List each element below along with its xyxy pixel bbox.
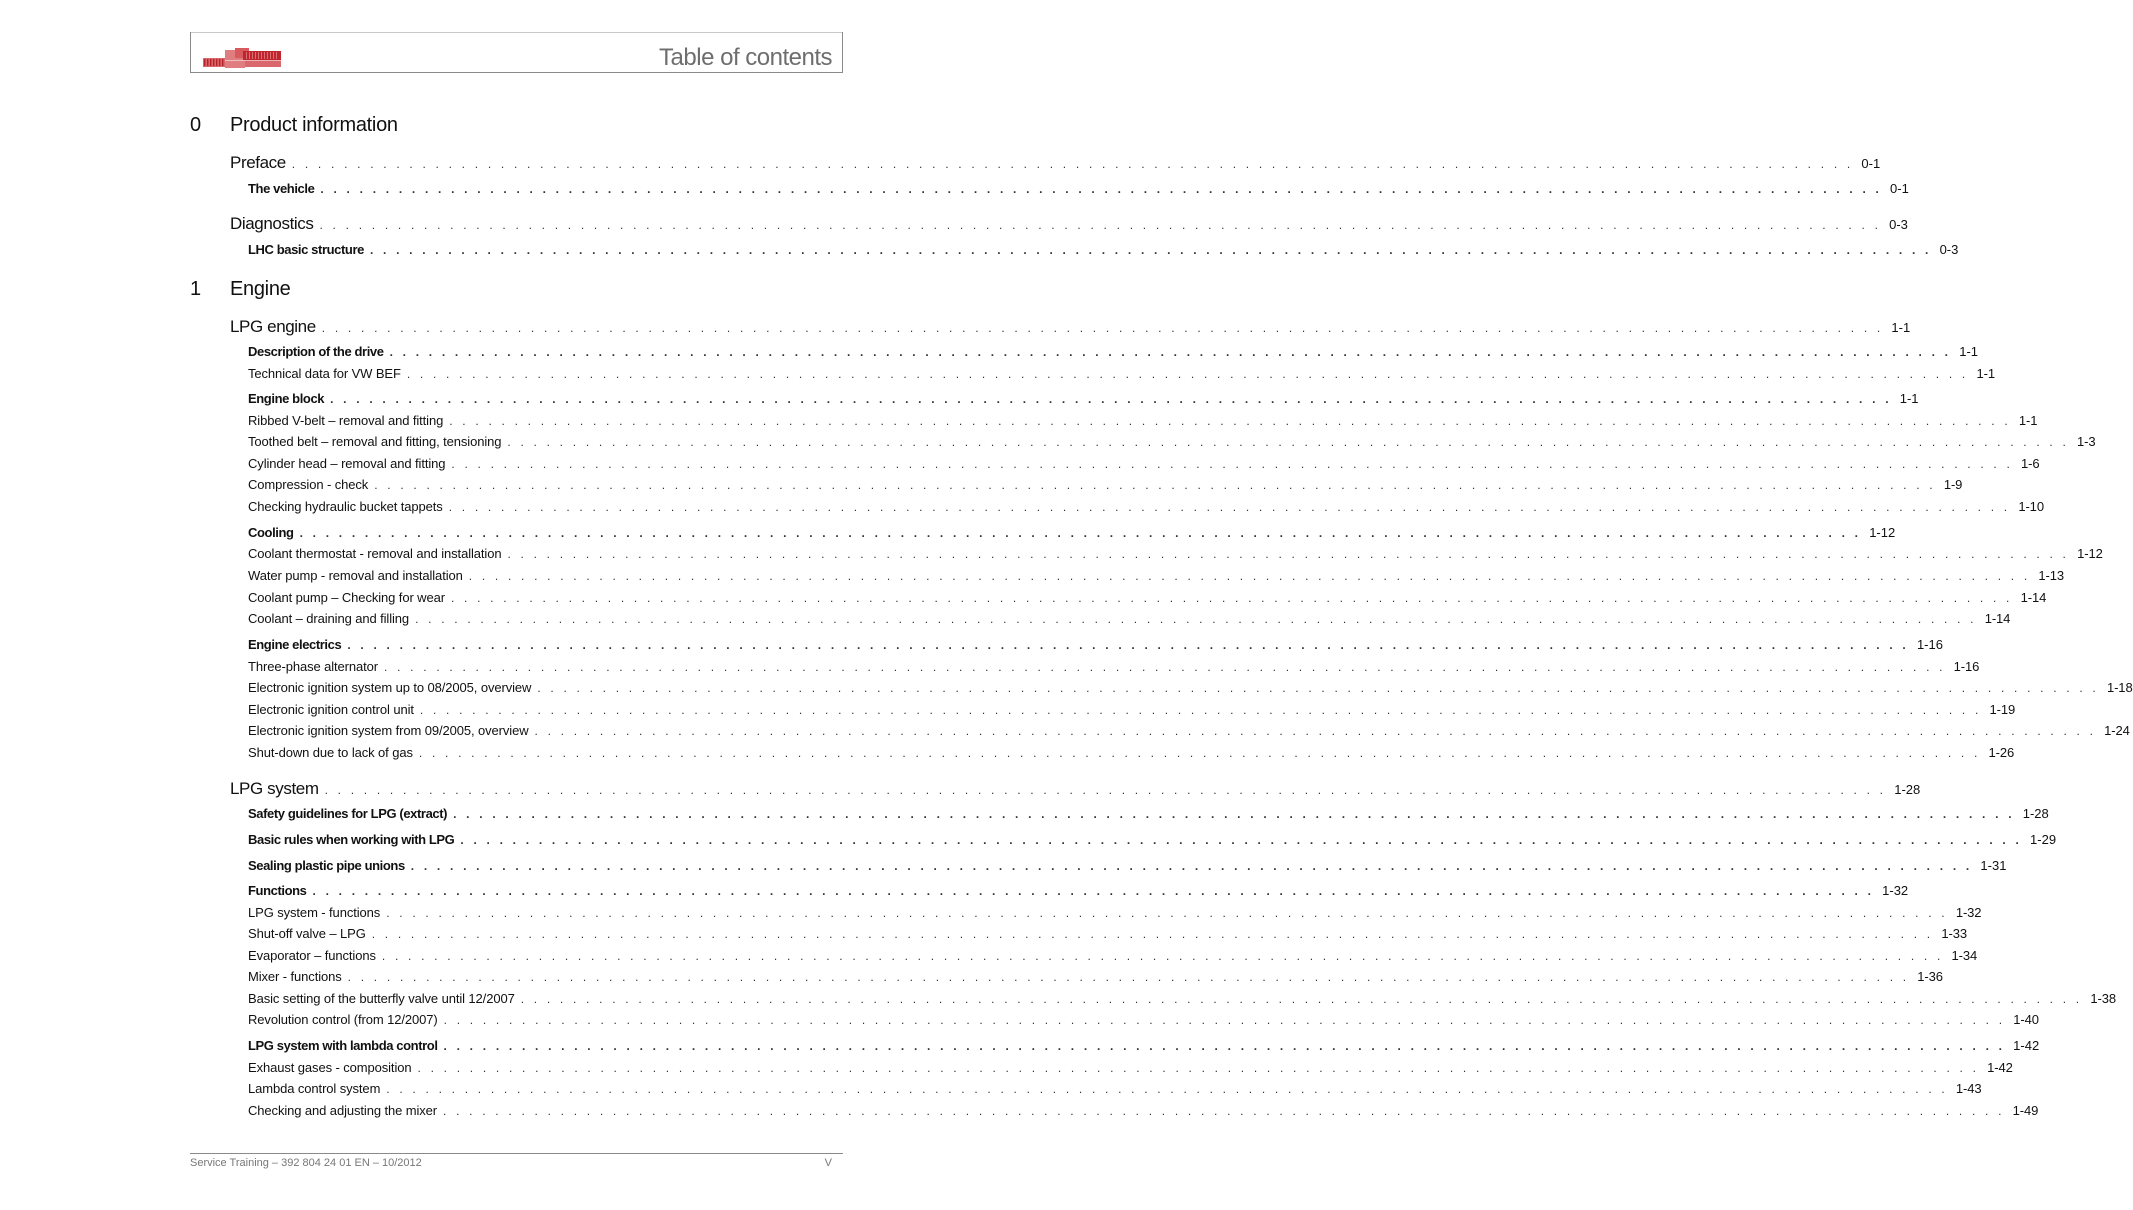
toc-entry[interactable] <box>248 745 2015 760</box>
toc-entry-label: Basic setting of the butterfly valve until 12/2007 <box>248 991 515 1006</box>
toc-entry-page: 0-3 <box>1939 242 1959 257</box>
dot-leader: . . . . . . . . . . . . . . . . . . . . . . . . . . . . . . . . . . . . . . . . . . . . . . . . . . . . . . . . . . . . . . . . . . . . . . . . . . . . . . . . . . . . . . . . . . . . . . . . . . . . . . . . . . . . . . . . . . . . . . . . <box>374 478 1936 492</box>
dot-leader: . . . . . . . . . . . . . . . . . . . . . . . . . . . . . . . . . . . . . . . . . . . . . . . . . . . . . . . . . . . . . . . . . . . . . . . . . . . . . . . . . . . . . . . . . . . . . . . . . . . . . . . . . . . . . . . . . . . . . . . . <box>324 783 1887 797</box>
toc-entry-page: 1-12 <box>1869 525 1896 540</box>
dot-leader: . . . . . . . . . . . . . . . . . . . . . . . . . . . . . . . . . . . . . . . . . . . . . . . . . . . . . . . . . . . . . . . . . . . . . . . . . . . . . . . . . . . . . . . . . . . . . . . . . . . . . . . . . . . . . . . . . . . . . . . . <box>520 992 2083 1006</box>
dot-leader: . . . . . . . . . . . . . . . . . . . . . . . . . . . . . . . . . . . . . . . . . . . . . . . . . . . . . . . . . . . . . . . . . . . . . . . . . . . . . . . . . . . . . . . . . . . . . . . . . . . . . . . . . . . . . . . . . . . . . . . . <box>537 681 2099 695</box>
toc-entry[interactable] <box>248 702 2016 717</box>
chapter-number: 0 <box>190 114 201 136</box>
toc-entry[interactable] <box>248 858 2007 873</box>
toc-entry-label: Description of the drive <box>248 344 384 359</box>
toc-entry-label: Preface <box>230 153 286 172</box>
toc-entry[interactable] <box>248 905 1982 920</box>
toc-entry[interactable] <box>248 1038 2040 1053</box>
toc-entry-label: LPG system - functions <box>248 905 381 920</box>
toc-entry[interactable] <box>248 659 1980 674</box>
dot-leader: . . . . . . . . . . . . . . . . . . . . . . . . . . . . . . . . . . . . . . . . . . . . . . . . . . . . . . . . . . . . . . . . . . . . . . . . . . . . . . . . . . . . . . . . . . . . . . . . . . . . . . . . . . . . . . . . . . . . . . . . <box>347 638 1909 652</box>
toc-entry[interactable] <box>248 391 1919 406</box>
dot-leader: . . . . . . . . . . . . . . . . . . . . . . . . . . . . . . . . . . . . . . . . . . . . . . . . . . . . . . . . . . . . . . . . . . . . . . . . . . . . . . . . . . . . . . . . . . . . . . . . . . . . . . . . . . . . . . . . . . . . . . . . <box>448 500 2011 514</box>
toc-entry-page: 1-31 <box>1980 858 2007 873</box>
toc-entry[interactable] <box>248 413 2038 428</box>
toc-entry-label: Water pump - removal and installation <box>248 568 463 583</box>
chapter-number: 1 <box>190 278 201 300</box>
toc-entry[interactable] <box>248 969 1943 984</box>
toc-entry-page: 1-40 <box>2013 1012 2039 1027</box>
dot-leader: . . . . . . . . . . . . . . . . . . . . . . . . . . . . . . . . . . . . . . . . . . . . . . . . . . . . . . . . . . . . . . . . . . . . . . . . . . . . . . . . . . . . . . . . . . . . . . . . . . . . . . . . . . . . . . . . . . . . . . . . <box>443 1039 2006 1053</box>
toc-entry[interactable] <box>248 832 2057 847</box>
dot-leader: . . . . . . . . . . . . . . . . . . . . . . . . . . . . . . . . . . . . . . . . . . . . . . . . . . . . . . . . . . . . . . . . . . . . . . . . . . . . . . . . . . . . . . . . . . . . . . . . . . . . . . . . . . . . . . . . . . . . . . . . <box>299 526 1862 540</box>
toc-entry-page: 1-3 <box>2077 434 2096 449</box>
toc-entry[interactable] <box>248 366 1995 381</box>
dot-leader: . . . . . . . . . . . . . . . . . . . . . . . . . . . . . . . . . . . . . . . . . . . . . . . . . . . . . . . . . . . . . . . . . . . . . . . . . . . . . . . . . . . . . . . . . . . . . . . . . . . . . . . . . . . . . . . . . . . . . . . . <box>386 906 1948 920</box>
toc-entry-label: Exhaust gases - composition <box>248 1060 412 1075</box>
dot-leader: . . . . . . . . . . . . . . . . . . . . . . . . . . . . . . . . . . . . . . . . . . . . . . . . . . . . . . . . . . . . . . . . . . . . . . . . . . . . . . . . . . . . . . . . . . . . . . . . . . . . . . . . . . . . . . . . . . . . . . . . <box>507 435 2070 449</box>
toc-entry-page: 1-34 <box>1951 948 1978 963</box>
toc-entry[interactable] <box>248 568 2064 583</box>
toc-entry-label: Revolution control (from 12/2007) <box>248 1012 438 1027</box>
dot-leader: . . . . . . . . . . . . . . . . . . . . . . . . . . . . . . . . . . . . . . . . . . . . . . . . . . . . . . . . . . . . . . . . . . . . . . . . . . . . . . . . . . . . . . . . . . . . . . . . . . . . . . . . . . . . . . . . . . . . . . . . <box>291 157 1854 171</box>
toc-entry[interactable] <box>248 883 1909 898</box>
dot-leader: . . . . . . . . . . . . . . . . . . . . . . . . . . . . . . . . . . . . . . . . . . . . . . . . . . . . . . . . . . . . . . . . . . . . . . . . . . . . . . . . . . . . . . . . . . . . . . . . . . . . . . . . . . . . . . . . . . . . . . . . <box>450 591 2013 605</box>
toc-entry-label: Mixer - functions <box>248 969 342 984</box>
toc-entry-label: Functions <box>248 883 307 898</box>
toc-entry-page: 1-42 <box>2013 1038 2040 1053</box>
brand-logo <box>203 48 281 70</box>
dot-leader: . . . . . . . . . . . . . . . . . . . . . . . . . . . . . . . . . . . . . . . . . . . . . . . . . . . . . . . . . . . . . . . . . . . . . . . . . . . . . . . . . . . . . . . . . . . . . . . . . . . . . . . . . . . . . . . . . . . . . . . . <box>381 949 1944 963</box>
toc-entry-page: 1-14 <box>1984 611 2011 626</box>
toc-entry-label: Three-phase alternator <box>248 659 379 674</box>
toc-entry-label: Diagnostics <box>230 214 314 233</box>
toc-section-entry[interactable] <box>230 214 1908 234</box>
toc-entry-label: Electronic ignition system up to 08/2005, overview <box>248 680 532 695</box>
dot-leader: . . . . . . . . . . . . . . . . . . . . . . . . . . . . . . . . . . . . . . . . . . . . . . . . . . . . . . . . . . . . . . . . . . . . . . . . . . . . . . . . . . . . . . . . . . . . . . . . . . . . . . . . . . . . . . . . . . . . . . . . <box>451 457 2014 471</box>
toc-entry-label: Coolant pump – Checking for wear <box>248 590 445 605</box>
dot-leader: . . . . . . . . . . . . . . . . . . . . . . . . . . . . . . . . . . . . . . . . . . . . . . . . . . . . . . . . . . . . . . . . . . . . . . . . . . . . . . . . . . . . . . . . . . . . . . . . . . . . . . . . . . . . . . . . . . . . . . . . <box>415 612 1977 626</box>
dot-leader: . . . . . . . . . . . . . . . . . . . . . . . . . . . . . . . . . . . . . . . . . . . . . . . . . . . . . . . . . . . . . . . . . . . . . . . . . . . . . . . . . . . . . . . . . . . . . . . . . . . . . . . . . . . . . . . . . . . . . . . . <box>443 1104 2005 1118</box>
dot-leader: . . . . . . . . . . . . . . . . . . . . . . . . . . . . . . . . . . . . . . . . . . . . . . . . . . . . . . . . . . . . . . . . . . . . . . . . . . . . . . . . . . . . . . . . . . . . . . . . . . . . . . . . . . . . . . . . . . . . . . . . <box>534 724 2097 738</box>
toc-section-entry[interactable] <box>230 153 1881 173</box>
dot-leader: . . . . . . . . . . . . . . . . . . . . . . . . . . . . . . . . . . . . . . . . . . . . . . . . . . . . . . . . . . . . . . . . . . . . . . . . . . . . . . . . . . . . . . . . . . . . . . . . . . . . . . . . . . . . . . . . . . . . . . . . <box>369 243 1932 257</box>
toc-entry[interactable] <box>248 344 1979 359</box>
toc-entry-page: 1-33 <box>1941 926 1967 941</box>
toc-entry-page: 1-19 <box>1989 702 2016 717</box>
toc-entry-label: Cooling <box>248 525 294 540</box>
toc-entry-label: Shut-off valve – LPG <box>248 926 366 941</box>
toc-entry-page: 1-9 <box>1943 477 1963 492</box>
toc-entry[interactable] <box>248 1103 2039 1118</box>
dot-leader: . . . . . . . . . . . . . . . . . . . . . . . . . . . . . . . . . . . . . . . . . . . . . . . . . . . . . . . . . . . . . . . . . . . . . . . . . . . . . . . . . . . . . . . . . . . . . . . . . . . . . . . . . . . . . . . . . . . . . . . . <box>410 859 1973 873</box>
toc-entry-label: Ribbed V-belt – removal and fitting <box>248 413 444 428</box>
toc-entry-label: LPG system <box>230 779 319 798</box>
dot-leader: . . . . . . . . . . . . . . . . . . . . . . . . . . . . . . . . . . . . . . . . . . . . . . . . . . . . . . . . . . . . . . . . . . . . . . . . . . . . . . . . . . . . . . . . . . . . . . . . . . . . . . . . . . . . . . . . . . . . . . . . <box>468 569 2031 583</box>
toc-entry-label: Technical data for VW BEF <box>248 366 401 381</box>
toc-entry-page: 0-1 <box>1861 156 1881 171</box>
toc-entry-page: 1-24 <box>2104 723 2130 738</box>
dot-leader: . . . . . . . . . . . . . . . . . . . . . . . . . . . . . . . . . . . . . . . . . . . . . . . . . . . . . . . . . . . . . . . . . . . . . . . . . . . . . . . . . . . . . . . . . . . . . . . . . . . . . . . . . . . . . . . . . . . . . . . . <box>419 703 1982 717</box>
toc-entry[interactable] <box>248 948 1978 963</box>
toc-entry-page: 1-1 <box>1899 391 1919 406</box>
toc-entry-page: 0-3 <box>1889 217 1908 232</box>
toc-entry-label: Coolant – draining and filling <box>248 611 410 626</box>
toc-entry-label: Basic rules when working with LPG <box>248 832 455 847</box>
toc-entry[interactable] <box>248 611 2011 626</box>
toc-entry-label: Electronic ignition control unit <box>248 702 414 717</box>
toc-entry[interactable] <box>248 1081 1982 1096</box>
toc-entry-page: 1-29 <box>2030 832 2057 847</box>
dot-leader: . . . . . . . . . . . . . . . . . . . . . . . . . . . . . . . . . . . . . . . . . . . . . . . . . . . . . . . . . . . . . . . . . . . . . . . . . . . . . . . . . . . . . . . . . . . . . . . . . . . . . . . . . . . . . . . . . . . . . . . . <box>507 547 2070 561</box>
dot-leader: . . . . . . . . . . . . . . . . . . . . . . . . . . . . . . . . . . . . . . . . . . . . . . . . . . . . . . . . . . . . . . . . . . . . . . . . . . . . . . . . . . . . . . . . . . . . . . . . . . . . . . . . . . . . . . . . . . . . . . . . <box>406 367 1969 381</box>
dot-leader: . . . . . . . . . . . . . . . . . . . . . . . . . . . . . . . . . . . . . . . . . . . . . . . . . . . . . . . . . . . . . . . . . . . . . . . . . . . . . . . . . . . . . . . . . . . . . . . . . . . . . . . . . . . . . . . . . . . . . . . . <box>443 1013 2006 1027</box>
toc-entry[interactable] <box>248 242 1959 257</box>
dot-leader: . . . . . . . . . . . . . . . . . . . . . . . . . . . . . . . . . . . . . . . . . . . . . . . . . . . . . . . . . . . . . . . . . . . . . . . . . . . . . . . . . . . . . . . . . . . . . . . . . . . . . . . . . . . . . . . . . . . . . . . . <box>330 392 1892 406</box>
dot-leader: . . . . . . . . . . . . . . . . . . . . . . . . . . . . . . . . . . . . . . . . . . . . . . . . . . . . . . . . . . . . . . . . . . . . . . . . . . . . . . . . . . . . . . . . . . . . . . . . . . . . . . . . . . . . . . . . . . . . . . . . <box>418 746 1981 760</box>
dot-leader: . . . . . . . . . . . . . . . . . . . . . . . . . . . . . . . . . . . . . . . . . . . . . . . . . . . . . . . . . . . . . . . . . . . . . . . . . . . . . . . . . . . . . . . . . . . . . . . . . . . . . . . . . . . . . . . . . . . . . . . . <box>386 1082 1948 1096</box>
toc-entry-page: 1-1 <box>1891 320 1911 335</box>
toc-entry-page: 1-32 <box>1955 905 1982 920</box>
toc-entry-label: The vehicle <box>248 181 315 196</box>
toc-section-entry[interactable] <box>230 317 1911 337</box>
toc-entry-label: Toothed belt – removal and fitting, tensioning <box>248 434 502 449</box>
toc-entry-label: Lambda control system <box>248 1081 381 1096</box>
toc-entry-label: Engine block <box>248 391 325 406</box>
toc-entry-page: 1-16 <box>1916 637 1943 652</box>
toc-entry-label: Shut-down due to lack of gas <box>248 745 413 760</box>
toc-entry[interactable] <box>248 181 1909 196</box>
toc-entry[interactable] <box>248 499 2044 514</box>
dot-leader: . . . . . . . . . . . . . . . . . . . . . . . . . . . . . . . . . . . . . . . . . . . . . . . . . . . . . . . . . . . . . . . . . . . . . . . . . . . . . . . . . . . . . . . . . . . . . . . . . . . . . . . . . . . . . . . . . . . . . . . . <box>321 321 1884 335</box>
dot-leader: . . . . . . . . . . . . . . . . . . . . . . . . . . . . . . . . . . . . . . . . . . . . . . . . . . . . . . . . . . . . . . . . . . . . . . . . . . . . . . . . . . . . . . . . . . . . . . . . . . . . . . . . . . . . . . . . . . . . . . . . <box>449 414 2011 428</box>
dot-leader: . . . . . . . . . . . . . . . . . . . . . . . . . . . . . . . . . . . . . . . . . . . . . . . . . . . . . . . . . . . . . . . . . . . . . . . . . . . . . . . . . . . . . . . . . . . . . . . . . . . . . . . . . . . . . . . . . . . . . . . . <box>320 182 1883 196</box>
dot-leader: . . . . . . . . . . . . . . . . . . . . . . . . . . . . . . . . . . . . . . . . . . . . . . . . . . . . . . . . . . . . . . . . . . . . . . . . . . . . . . . . . . . . . . . . . . . . . . . . . . . . . . . . . . . . . . . . . . . . . . . . <box>347 970 1910 984</box>
toc-entry[interactable] <box>248 525 1896 540</box>
toc-entry-label: Checking and adjusting the mixer <box>248 1103 438 1118</box>
toc-entry-page: 1-18 <box>2106 680 2133 695</box>
toc-entry-page: 1-1 <box>1976 366 1995 381</box>
toc-entry-page: 1-43 <box>1955 1081 1982 1096</box>
toc-section-entry[interactable] <box>230 779 1921 799</box>
toc-entry-label: Electronic ignition system from 09/2005, overview <box>248 723 529 738</box>
toc-entry-label: Safety guidelines for LPG (extract) <box>248 806 448 821</box>
dot-leader: . . . . . . . . . . . . . . . . . . . . . . . . . . . . . . . . . . . . . . . . . . . . . . . . . . . . . . . . . . . . . . . . . . . . . . . . . . . . . . . . . . . . . . . . . . . . . . . . . . . . . . . . . . . . . . . . . . . . . . . . <box>460 833 2023 847</box>
toc-entry[interactable] <box>248 590 2047 605</box>
toc-entry[interactable] <box>248 926 1967 941</box>
toc-entry-page: 1-28 <box>2022 806 2049 821</box>
toc-entry-page: 1-26 <box>1988 745 2015 760</box>
toc-entry-page: 1-16 <box>1953 659 1980 674</box>
toc-entry[interactable] <box>248 456 2040 471</box>
toc-entry[interactable] <box>248 637 1943 652</box>
toc-entry-page: 1-1 <box>1959 344 1979 359</box>
toc-entry-page: 1-12 <box>2077 546 2103 561</box>
dot-leader: . . . . . . . . . . . . . . . . . . . . . . . . . . . . . . . . . . . . . . . . . . . . . . . . . . . . . . . . . . . . . . . . . . . . . . . . . . . . . . . . . . . . . . . . . . . . . . . . . . . . . . . . . . . . . . . . . . . . . . . . <box>384 660 1946 674</box>
footer-document-id: Service Training – 392 804 24 01 EN – 10/2012 <box>190 1157 422 1169</box>
toc-entry-label: Engine electrics <box>248 637 342 652</box>
toc-entry-label: Compression - check <box>248 477 369 492</box>
page-title: Table of contents <box>659 44 832 71</box>
toc-entry-label: LHC basic structure <box>248 242 364 257</box>
toc-entry[interactable] <box>248 991 2116 1006</box>
toc-entry-page: 1-36 <box>1917 969 1943 984</box>
toc-entry-page: 1-10 <box>2018 499 2044 514</box>
dot-leader: . . . . . . . . . . . . . . . . . . . . . . . . . . . . . . . . . . . . . . . . . . . . . . . . . . . . . . . . . . . . . . . . . . . . . . . . . . . . . . . . . . . . . . . . . . . . . . . . . . . . . . . . . . . . . . . . . . . . . . . . <box>312 884 1875 898</box>
toc-entry-page: 1-13 <box>2038 568 2064 583</box>
toc-entry[interactable] <box>248 1012 2039 1027</box>
toc-entry-page: 1-49 <box>2012 1103 2039 1118</box>
toc-entry[interactable] <box>248 806 2049 821</box>
dot-leader: . . . . . . . . . . . . . . . . . . . . . . . . . . . . . . . . . . . . . . . . . . . . . . . . . . . . . . . . . . . . . . . . . . . . . . . . . . . . . . . . . . . . . . . . . . . . . . . . . . . . . . . . . . . . . . . . . . . . . . . . <box>371 927 1934 941</box>
chapter-heading <box>190 278 290 301</box>
toc-entry-page: 1-32 <box>1882 883 1909 898</box>
toc-entry-page: 1-6 <box>2021 456 2040 471</box>
chapter-title: Engine <box>230 278 291 300</box>
chapter-heading <box>190 114 398 137</box>
dot-leader: . . . . . . . . . . . . . . . . . . . . . . . . . . . . . . . . . . . . . . . . . . . . . . . . . . . . . . . . . . . . . . . . . . . . . . . . . . . . . . . . . . . . . . . . . . . . . . . . . . . . . . . . . . . . . . . . . . . . . . . . <box>319 218 1882 232</box>
dot-leader: . . . . . . . . . . . . . . . . . . . . . . . . . . . . . . . . . . . . . . . . . . . . . . . . . . . . . . . . . . . . . . . . . . . . . . . . . . . . . . . . . . . . . . . . . . . . . . . . . . . . . . . . . . . . . . . . . . . . . . . . <box>389 345 1952 359</box>
toc-entry-label: LPG engine <box>230 317 316 336</box>
toc-entry-page: 1-14 <box>2020 590 2047 605</box>
toc-entry-page: 0-1 <box>1890 181 1909 196</box>
toc-entry-label: Evaporator – functions <box>248 948 376 963</box>
toc-entry[interactable] <box>248 434 2096 449</box>
toc-entry-label: Checking hydraulic bucket tappets <box>248 499 443 514</box>
chapter-title: Product information <box>230 114 398 136</box>
footer-rule <box>190 1153 843 1154</box>
toc-entry-label: Coolant thermostat - removal and installation <box>248 546 502 561</box>
dot-leader: . . . . . . . . . . . . . . . . . . . . . . . . . . . . . . . . . . . . . . . . . . . . . . . . . . . . . . . . . . . . . . . . . . . . . . . . . . . . . . . . . . . . . . . . . . . . . . . . . . . . . . . . . . . . . . . . . . . . . . . . <box>417 1061 1980 1075</box>
toc-entry-page: 1-1 <box>2018 413 2038 428</box>
toc-entry-label: Cylinder head – removal and fitting <box>248 456 446 471</box>
toc-entry[interactable] <box>248 723 2130 738</box>
toc-entry-label: LPG system with lambda control <box>248 1038 438 1053</box>
toc-entry[interactable] <box>248 680 2133 695</box>
toc-entry-page: 1-28 <box>1894 782 1921 797</box>
toc-entry[interactable] <box>248 477 1963 492</box>
toc-entry-page: 1-38 <box>2090 991 2116 1006</box>
footer-page-number: V <box>824 1157 832 1169</box>
toc-entry-page: 1-42 <box>1987 1060 2013 1075</box>
dot-leader: . . . . . . . . . . . . . . . . . . . . . . . . . . . . . . . . . . . . . . . . . . . . . . . . . . . . . . . . . . . . . . . . . . . . . . . . . . . . . . . . . . . . . . . . . . . . . . . . . . . . . . . . . . . . . . . . . . . . . . . . <box>453 807 2015 821</box>
toc-entry-label: Sealing plastic pipe unions <box>248 858 405 873</box>
toc-entry[interactable] <box>248 546 2103 561</box>
toc-entry[interactable] <box>248 1060 2013 1075</box>
